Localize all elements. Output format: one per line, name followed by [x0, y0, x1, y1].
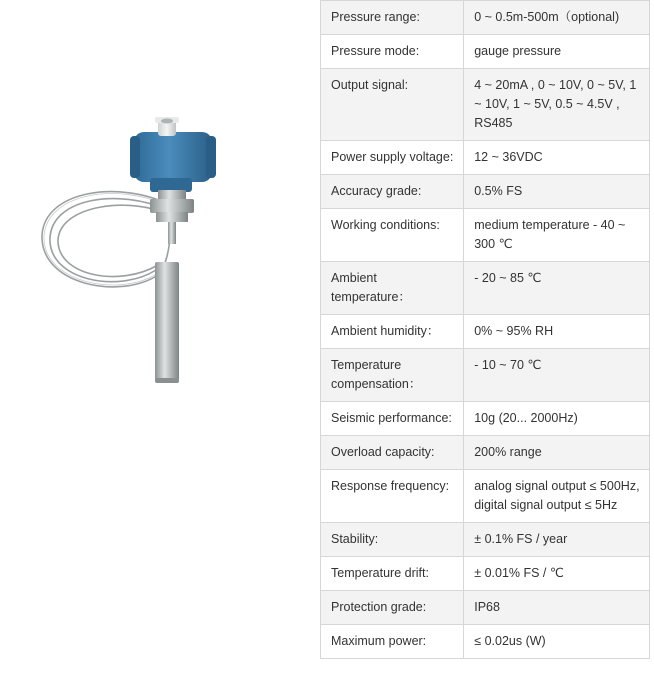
spec-value: 12 ~ 36VDC	[464, 141, 650, 175]
spec-value: gauge pressure	[464, 35, 650, 69]
spec-row	[321, 315, 650, 349]
spec-value: 10g (20... 2000Hz)	[464, 402, 650, 436]
spec-row	[321, 209, 650, 262]
spec-row	[321, 1, 650, 35]
spec-row	[321, 262, 650, 315]
spec-value: 0.5% FS	[464, 175, 650, 209]
spec-row	[321, 470, 650, 523]
spec-row	[321, 69, 650, 141]
spec-row	[321, 557, 650, 591]
spec-row	[321, 175, 650, 209]
product-image	[0, 0, 312, 673]
spec-row	[321, 625, 650, 659]
spec-label: Output signal:	[321, 69, 464, 141]
spec-label: Temperature compensation：	[321, 349, 464, 402]
spec-value: ± 0.1% FS / year	[464, 523, 650, 557]
spec-row	[321, 436, 650, 470]
spec-label: Working conditions:	[321, 209, 464, 262]
spec-row	[321, 591, 650, 625]
spec-value: ± 0.01% FS / ℃	[464, 557, 650, 591]
level-transmitter-illustration	[0, 0, 312, 673]
spec-label: Pressure range:	[321, 1, 464, 35]
spec-row	[321, 35, 650, 69]
spec-row	[321, 402, 650, 436]
spec-value: 0 ~ 0.5m-500m（optional)	[464, 1, 650, 35]
spec-value: 200% range	[464, 436, 650, 470]
spec-row	[321, 349, 650, 402]
spec-value: - 10 ~ 70 ℃	[464, 349, 650, 402]
spec-label: Response frequency:	[321, 470, 464, 523]
spec-label: Overload capacity:	[321, 436, 464, 470]
spec-value: analog signal output ≤ 500Hz, digital signal output ≤ 5Hz	[464, 470, 650, 523]
spec-row	[321, 141, 650, 175]
spec-label: Protection grade:	[321, 591, 464, 625]
spec-value: IP68	[464, 591, 650, 625]
spec-label: Seismic performance:	[321, 402, 464, 436]
spec-value: 4 ~ 20mA , 0 ~ 10V, 0 ~ 5V, 1 ~ 10V, 1 ~ 5V, 0.5 ~ 4.5V , RS485	[464, 69, 650, 141]
spec-label: Ambient humidity：	[321, 315, 464, 349]
spec-label: Ambient temperature：	[321, 262, 464, 315]
spec-value: - 20 ~ 85 ℃	[464, 262, 650, 315]
spec-label: Power supply voltage:	[321, 141, 464, 175]
spec-label: Accuracy grade:	[321, 175, 464, 209]
spec-label: Pressure mode:	[321, 35, 464, 69]
spec-value: ≤ 0.02us (W)	[464, 625, 650, 659]
specifications-table	[320, 0, 650, 659]
spec-value: medium temperature - 40 ~ 300 ℃	[464, 209, 650, 262]
spec-row	[321, 523, 650, 557]
spec-label: Stability:	[321, 523, 464, 557]
spec-value: 0% ~ 95% RH	[464, 315, 650, 349]
spec-label: Temperature drift:	[321, 557, 464, 591]
spec-label: Maximum power:	[321, 625, 464, 659]
